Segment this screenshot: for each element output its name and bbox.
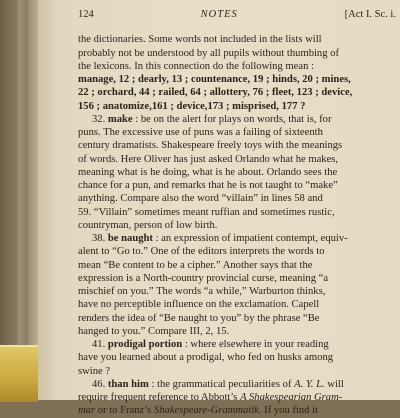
running-title: NOTES: [200, 9, 238, 20]
text-line: [78, 47, 396, 60]
text-line: [78, 60, 396, 73]
spine-stripe: [18, 0, 28, 400]
text-segment: or to Franz’s: [95, 405, 154, 417]
text-segment: probably not be understood by all pupils without thumbing of: [78, 47, 339, 59]
text-line: [78, 139, 396, 152]
text-line: [78, 245, 396, 258]
text-line: [78, 272, 396, 285]
text-line: [78, 73, 396, 86]
bold-term: than him: [107, 378, 149, 390]
text-segment: 46.: [92, 378, 108, 390]
text-line: [78, 219, 396, 232]
text-segment: renders the idea of “Be naught to you” by the phrase “Be: [78, 312, 320, 324]
text-segment: mean “Be content to be a cipher.” Another says that the: [78, 259, 313, 271]
text-segment: anything. Compare also the word “villain” in lines 58 and: [78, 193, 323, 205]
text-line: [78, 232, 396, 245]
text-line: [78, 86, 396, 99]
text-line: [78, 285, 396, 298]
text-segment: chance for a pun, and remarks that he is not taught to “make”: [78, 180, 338, 191]
text-line: [78, 206, 396, 219]
bold-term: make: [107, 113, 133, 125]
text-segment: swine ?: [78, 365, 111, 377]
text-segment: century dramatists. Shakespeare freely toys with the meanings: [78, 140, 343, 152]
text-line: [78, 404, 396, 417]
text-segment: mischief on you.” The words “a while,” Warburton thinks,: [78, 286, 326, 297]
text-segment: of words. Here Oliver has just asked Orlando what he makes,: [78, 153, 339, 165]
text-segment: alent to “Go to.” One of the editors interprets the words to: [78, 246, 325, 258]
text-line: [78, 325, 396, 338]
bold-term: 156 ; anatomize,161 ; device,173 ; misprised, 177 ?: [78, 100, 306, 112]
text-line: [78, 153, 396, 166]
text-line: [78, 179, 396, 192]
section-reference: [Act I. Sc. i.: [344, 9, 396, 20]
text-line: [78, 166, 396, 179]
text-segment: : an expression of impatient contempt, equiv-: [152, 233, 348, 244]
running-header: [78, 8, 396, 21]
text-segment: the lexicons. In this connection do the following mean :: [78, 60, 314, 72]
text-line: [78, 100, 396, 113]
text-segment: 59. “Villain” sometimes meant ruffian and sometimes rustic,: [78, 206, 335, 218]
text-segment: meaning what is he doing, what is he about. Orlando sees the: [78, 166, 338, 178]
text-line: [78, 365, 396, 378]
text-line: [78, 351, 396, 364]
text-line: [78, 126, 396, 139]
bookmark-tab: [0, 345, 38, 402]
notes-body: [78, 33, 396, 417]
book-page: [38, 0, 400, 417]
italic-title: A. Y. L.: [294, 378, 325, 390]
bold-term: manage, 12 ; dearly, 13 ; countenance, 19 ; hinds, 20 ; mines,: [78, 74, 351, 85]
text-segment: 38.: [92, 233, 108, 244]
text-line: [78, 391, 396, 404]
text-segment: : where elsewhere in your reading: [182, 339, 329, 350]
text-segment: countryman, person of low birth.: [78, 219, 218, 231]
text-segment: have no perceptible influence on the exclamation. Capell: [78, 299, 320, 311]
text-segment: expression is a North-country provincial curse, meaning “a: [78, 272, 329, 284]
text-line: [78, 192, 396, 205]
page-text: [78, 8, 396, 418]
text-line: [78, 113, 396, 126]
text-line: [78, 259, 396, 272]
text-line: [78, 312, 396, 325]
text-line: [78, 378, 396, 391]
text-line: [78, 33, 396, 46]
text-segment: . If you find it: [258, 405, 319, 417]
italic-title: A Shakespearian Gram-: [240, 392, 343, 403]
text-segment: : the grammatical peculiarities of: [148, 378, 295, 390]
italic-title: mar: [78, 405, 96, 417]
italic-title: Shakespeare-Grammatik: [153, 405, 259, 417]
text-segment: the dictionaries. Some words not included in the lists will: [78, 34, 322, 46]
text-segment: have you learned about a prodigal, who fed on husks among: [78, 352, 334, 364]
text-segment: hanged to you.” Compare III, 2, 15.: [78, 325, 230, 337]
page-number: 124: [78, 9, 94, 20]
book-spine: [0, 0, 38, 400]
bold-term: prodigal portion: [107, 339, 183, 350]
text-segment: 41.: [92, 339, 108, 350]
text-segment: require frequent reference to Abbott’s: [78, 392, 241, 403]
text-segment: : be on the alert for plays on words, that is, for: [132, 113, 332, 125]
text-line: [78, 338, 396, 351]
bold-term: be naught: [107, 233, 153, 244]
text-segment: will: [324, 378, 344, 390]
text-segment: puns. The excessive use of puns was a failing of sixteenth: [78, 127, 323, 138]
text-line: [78, 298, 396, 311]
text-segment: 32.: [92, 113, 108, 125]
bold-term: 22 ; orchard, 44 ; railed, 64 ; allottery, 76 ; fleet, 123 ; device,: [78, 87, 353, 99]
